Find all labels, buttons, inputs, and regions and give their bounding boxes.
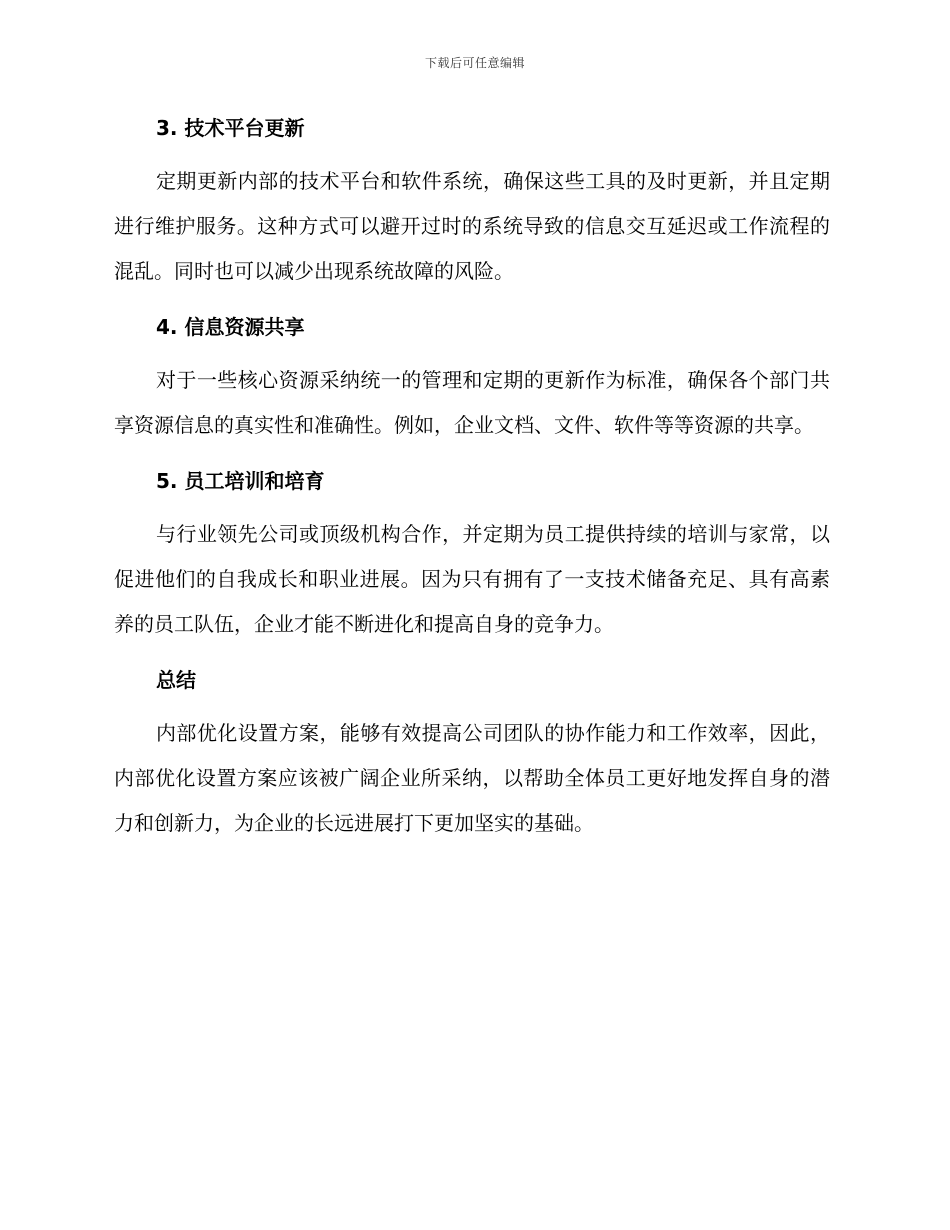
section-heading: 总结 [156,668,196,692]
document-body [114,112,830,863]
section-staff-training [114,465,830,647]
section-summary [114,664,830,846]
header-note: 下载后可任意编辑 [424,56,525,70]
section-paragraph: 与行业领先公司或顶级机构合作，并定期为员工提供持续的培训与家常，以促进他们的自我成长和职业进展。因为只有拥有了一支技术储备充足、具有高素养的员工队伍，企业才能不断进化和提高自身的竞争力。 [114,522,830,636]
section-tech-platform [114,112,830,294]
section-heading: 5. 员工培训和培育 [156,469,325,493]
section-paragraph: 对于一些核心资源采纳统一的管理和定期的更新作为标准，确保各个部门共享资源信息的真实性和准确性。例如，企业文档、文件、软件等等资源的共享。 [114,368,830,437]
section-heading: 3. 技术平台更新 [156,116,305,140]
section-heading: 4. 信息资源共享 [156,315,305,339]
section-info-sharing [114,311,830,448]
section-paragraph: 定期更新内部的技术平台和软件系统，确保这些工具的及时更新，并且定期进行维护服务。这种方式可以避开过时的系统导致的信息交互延迟或工作流程的混乱。同时也可以减少出现系统故障的风险。 [114,169,830,283]
section-paragraph: 内部优化设置方案，能够有效提高公司团队的协作能力和工作效率，因此，内部优化设置方案应该被广阔企业所采纳，以帮助全体员工更好地发挥自身的潜力和创新力，为企业的长远进展打下更加坚实的基础。 [114,721,830,835]
